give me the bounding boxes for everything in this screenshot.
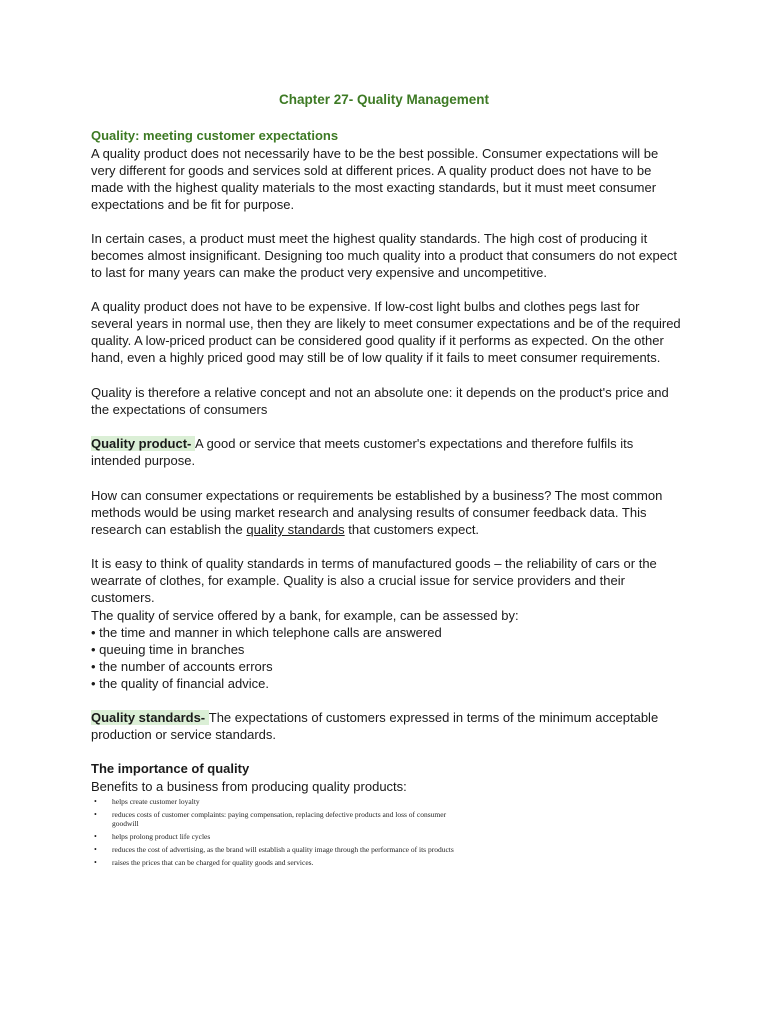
- paragraph-5-text-end: that customers expect.: [344, 522, 480, 537]
- list-item: • reduces the cost of advertising, as the brand will establish a quality image through the performance of its products: [94, 845, 454, 854]
- page-title: Chapter 27- Quality Management: [278, 92, 490, 107]
- definition-quality-standards: [91, 709, 681, 743]
- list-item: • queuing time in branches: [91, 641, 681, 658]
- paragraph-1: A quality product does not necessarily have to be the best possible. Consumer expectations will be very different for goods and services sold at different prices. A quality product does not have to be made with the highest quality materials to the most exacting standards, but it must meet consumer expectations and be fit for purpose.: [91, 146, 659, 212]
- definition-term: Quality standards-: [91, 710, 209, 725]
- bank-quality-block: [91, 607, 681, 692]
- list-item: • the quality of financial advice.: [91, 675, 681, 692]
- section-heading: Quality: meeting customer expectations: [91, 128, 339, 143]
- list-item: • the number of accounts errors: [91, 658, 681, 675]
- definition-text: The expectations of customers expressed in terms of the minimum acceptable production or service standards.: [91, 710, 659, 742]
- quality-standards-link: quality standards: [246, 522, 345, 537]
- list-item: • helps create customer loyalty: [94, 797, 454, 806]
- list-item: • raises the prices that can be charged for quality goods and services.: [94, 858, 454, 867]
- paragraph-2: In certain cases, a product must meet the highest quality standards. The high cost of producing it becomes almost insignificant. Designing too much quality into a product that consumers do not expect to last for many years can make the product very expensive and uncompetitive.: [91, 231, 678, 280]
- definition-term: Quality product-: [91, 436, 195, 451]
- benefits-list: [94, 797, 454, 871]
- definition-quality-product: [91, 435, 681, 469]
- bank-list: [91, 624, 681, 692]
- definition-text: A good or service that meets customer's expectations and therefore fulfils its intended purpose.: [91, 436, 634, 468]
- paragraph-4: Quality is therefore a relative concept and not an absolute one: it depends on the product's price and the expectations of consumers: [91, 385, 669, 417]
- paragraph-3: A quality product does not have to be expensive. If low-cost light bulbs and clothes pegs last for several years in normal use, then they are likely to meet consumer expectations and be of the required quality. A low-priced product can be considered good quality if it performs as expected. On the other hand, even a highly priced good may still be of low quality if it fails to meet consumer requirements.: [91, 299, 681, 365]
- bank-intro: The quality of service offered by a bank, for example, can be assessed by:: [91, 608, 519, 623]
- paragraph-6: It is easy to think of quality standards in terms of manufactured goods – the reliability of cars or the wearrate of clothes, for example. Quality is also a crucial issue for service providers and their customers.: [91, 556, 657, 605]
- list-item: • reduces costs of customer complaints: paying compensation, replacing defective products and loss of consumer goodwill: [94, 810, 454, 828]
- paragraph-5: [91, 487, 681, 538]
- paragraph-5-text: How can consumer expectations or requirements be established by a business? The most common methods would be using market research and analysing results of consumer feedback data. This research can establish the: [91, 488, 663, 537]
- importance-intro: Benefits to a business from producing quality products:: [91, 779, 407, 794]
- list-item: • the time and manner in which telephone calls are answered: [91, 624, 681, 641]
- importance-heading: The importance of quality: [91, 761, 250, 776]
- list-item: • helps prolong product life cycles: [94, 832, 454, 841]
